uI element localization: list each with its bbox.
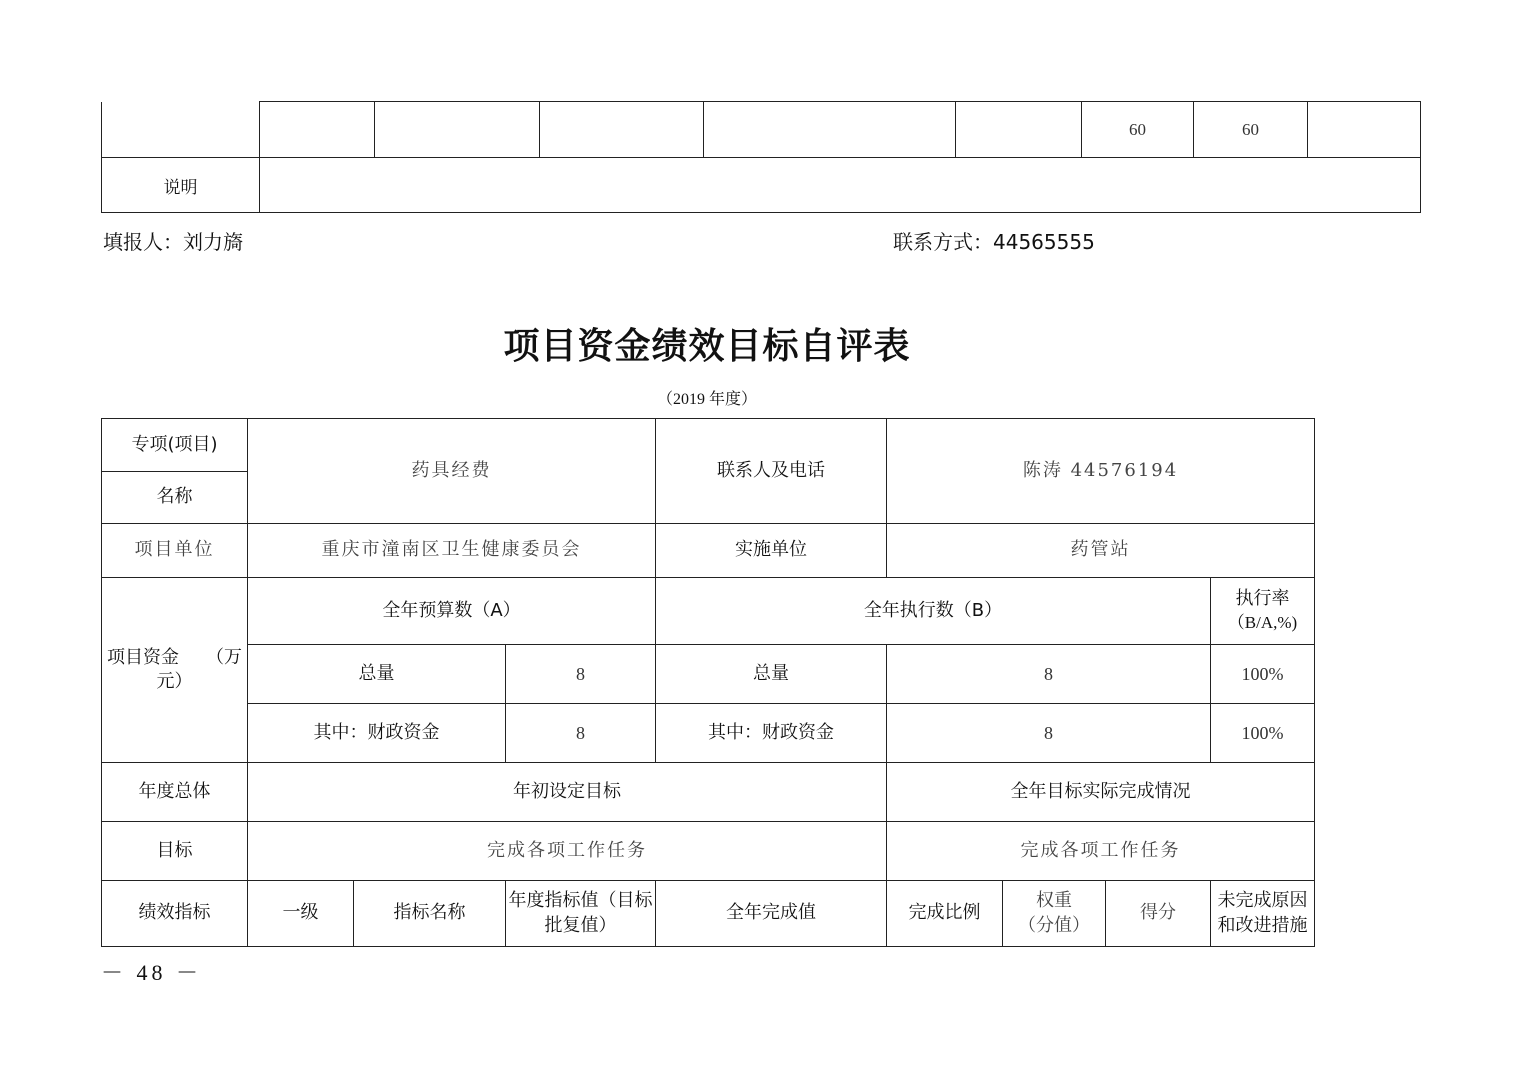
funds-label-line2: 元） xyxy=(156,671,193,692)
annual-value-line2: 批复值） xyxy=(544,914,617,936)
reason-line2: 和改进措施 xyxy=(1217,914,1308,936)
filler-name: 填报人：刘力旖 xyxy=(103,230,243,254)
project-label-name: 名称 xyxy=(102,472,248,524)
contact-label: 联系人及电话 xyxy=(656,419,887,524)
actual-goal-label: 全年目标实际完成情况 xyxy=(887,763,1315,822)
exec-fiscal-label: 其中：财政资金 xyxy=(656,704,887,763)
actual-goal: 完成各项工作任务 xyxy=(887,822,1315,881)
funds-label-line1: 项目资金 （万 xyxy=(107,646,242,668)
impl-label: 实施单位 xyxy=(656,524,887,578)
level-header: 一级 xyxy=(248,881,354,947)
impl-value: 药管站 xyxy=(887,524,1315,578)
annual-value-line1: 年度指标值（目标 xyxy=(508,890,653,912)
note-value xyxy=(260,158,1421,213)
reason-header xyxy=(1211,881,1315,947)
cell xyxy=(1308,102,1421,158)
exec-total-label: 总量 xyxy=(656,645,887,704)
completion-ratio-header: 完成比例 xyxy=(887,881,1003,947)
indicator-header: 指标名称 xyxy=(354,881,506,947)
cell xyxy=(102,102,260,158)
goal-label: 年度总体 xyxy=(102,763,248,822)
rate-fiscal: 100% xyxy=(1211,704,1315,763)
contact-info: 联系方式：44565555 xyxy=(893,230,1095,254)
kpi-label: 绩效指标 xyxy=(102,881,248,947)
note-row xyxy=(102,158,1421,213)
cell xyxy=(540,102,704,158)
annual-value-header xyxy=(506,881,656,947)
initial-goal: 完成各项工作任务 xyxy=(248,822,887,881)
page-number: － 48 － xyxy=(101,960,203,985)
contact-value: 陈涛 44576194 xyxy=(887,419,1315,524)
exec-fiscal: 8 xyxy=(887,704,1211,763)
cell xyxy=(375,102,540,158)
weight-line1: 权重 xyxy=(1036,890,1072,912)
goal-label-target: 目标 xyxy=(102,822,248,881)
funds-label xyxy=(102,578,248,763)
budget-total: 8 xyxy=(506,645,656,704)
score-header: 得分 xyxy=(1106,881,1211,947)
exec-label: 全年执行数（B） xyxy=(656,578,1211,645)
page-title: 项目资金绩效目标自评表 xyxy=(503,326,911,366)
reason-line1: 未完成原因 xyxy=(1217,890,1308,912)
note-label: 说明 xyxy=(102,158,260,213)
previous-table xyxy=(101,101,1421,213)
full-year-header: 全年完成值 xyxy=(656,881,887,947)
budget-label: 全年预算数（A） xyxy=(248,578,656,645)
score-cell: 60 xyxy=(1194,102,1308,158)
unit-label: 项目单位 xyxy=(102,524,248,578)
project-name: 药具经费 xyxy=(248,419,656,524)
rate-label-line1: 执行率 xyxy=(1235,588,1290,610)
budget-total-label: 总量 xyxy=(248,645,506,704)
unit-value: 重庆市潼南区卫生健康委员会 xyxy=(248,524,656,578)
previous-table-row xyxy=(102,102,1421,158)
rate-label xyxy=(1211,578,1315,645)
project-label: 专项(项目) xyxy=(102,419,248,472)
evaluation-form xyxy=(101,418,1315,947)
budget-fiscal: 8 xyxy=(506,704,656,763)
rate-label-line2: （B/A,%) xyxy=(1227,612,1298,632)
cell xyxy=(704,102,956,158)
cell xyxy=(956,102,1082,158)
rate-total: 100% xyxy=(1211,645,1315,704)
cell xyxy=(260,102,375,158)
budget-fiscal-label: 其中：财政资金 xyxy=(248,704,506,763)
exec-total: 8 xyxy=(887,645,1211,704)
weight-line2: （分值） xyxy=(1018,914,1090,936)
weight-header xyxy=(1003,881,1106,947)
initial-goal-label: 年初设定目标 xyxy=(248,763,887,822)
score-cell: 60 xyxy=(1082,102,1194,158)
year-subtitle: （2019 年度） xyxy=(656,391,757,408)
